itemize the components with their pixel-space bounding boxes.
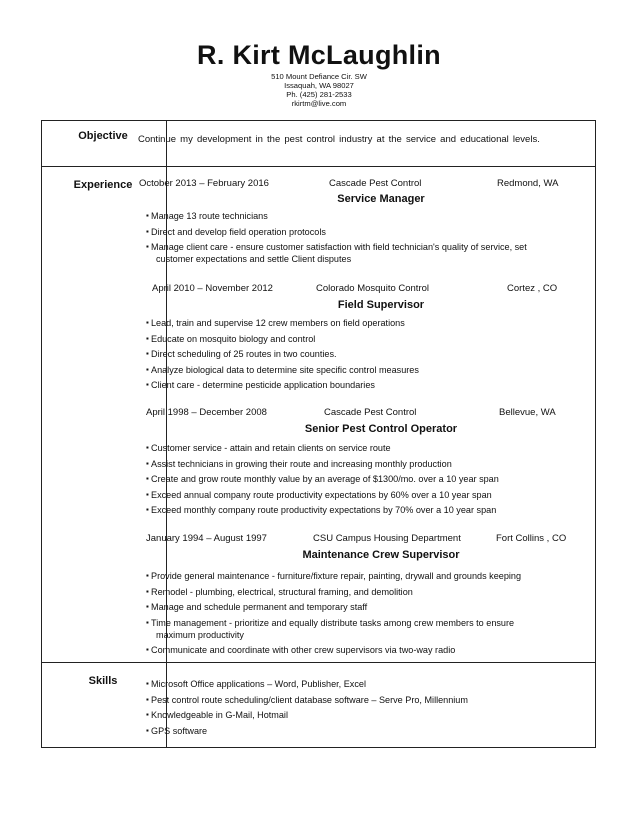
list-item: ▪ Lead, train and supervise 12 crew members on field operations	[146, 317, 576, 329]
list-item: ▪ Pest control route scheduling/client database software – Serve Pro, Millennium	[146, 694, 576, 706]
job-title: Field Supervisor	[337, 299, 425, 311]
job-company: Cascade Pest Control	[324, 407, 417, 418]
skills-label: Skills	[88, 675, 118, 687]
job-dates: April 2010 – November 2012	[152, 283, 273, 294]
job-bullets	[146, 570, 576, 660]
job-company: CSU Campus Housing Department	[313, 533, 461, 544]
list-item: ▪ Educate on mosquito biology and control	[146, 333, 576, 345]
contact-address: 510 Mount Defiance Cir. SW	[271, 72, 367, 81]
list-item-text: Manage client care - ensure customer satisfaction with field technician's quality of service, set	[151, 242, 527, 253]
contact-city: Issaquah, WA 98027	[284, 80, 354, 90]
list-item: ▪ Assist technicians in growing their route and increasing monthly production	[146, 458, 576, 470]
list-item: ▪ Manage 13 route technicians	[146, 210, 576, 222]
contact-phone: Ph. (425) 281-2533	[286, 89, 352, 99]
job-location: Fort Collins , CO	[496, 533, 567, 544]
objective-label: Objective	[78, 130, 128, 142]
job-dates: April 1998 – December 2008	[146, 407, 267, 418]
job-dates: January 1994 – August 1997	[146, 533, 267, 544]
list-item: ▪ Communicate and coordinate with other crew supervisors via two-way radio	[146, 644, 576, 656]
list-item: ▪ Remodel - plumbing, electrical, structural framing, and demolition	[146, 586, 576, 598]
list-item: ▪ Microsoft Office applications – Word, Publisher, Excel	[146, 678, 576, 690]
contact-email[interactable]: rkirtm@live.com	[291, 98, 347, 108]
job-title: Senior Pest Control Operator	[304, 423, 458, 435]
list-item: ▪ Provide general maintenance - furniture/fixture repair, painting, drywall and grounds keeping	[146, 570, 576, 582]
job-location: Redmond, WA	[497, 178, 559, 189]
job-dates: October 2013 – February 2016	[139, 178, 269, 189]
list-item: ▪ Exceed annual company route productivity expectations by 60% over a 10 year span	[146, 489, 576, 501]
job-company: Colorado Mosquito Control	[316, 283, 430, 294]
list-item: ▪ Direct and develop field operation protocols	[146, 226, 576, 238]
list-item: ▪ Knowledgeable in G-Mail, Hotmail	[146, 709, 576, 721]
job-location: Cortez , CO	[507, 283, 558, 294]
job-bullets	[146, 210, 576, 265]
resume-name: R. Kirt McLaughlin	[197, 40, 441, 70]
list-item: ▪ Customer service - attain and retain clients on service route	[146, 442, 576, 454]
list-item: ▪ Exceed monthly company route productivity expectations by 70% over a 10 year span	[146, 504, 576, 516]
row-divider-experience	[42, 662, 595, 663]
list-item	[146, 617, 576, 641]
job-title: Service Manager	[337, 193, 425, 205]
list-item: ▪ Manage and schedule permanent and temporary staff	[146, 601, 576, 613]
contact-block	[0, 73, 638, 109]
job-title: Maintenance Crew Supervisor	[302, 549, 460, 561]
job-bullets	[146, 317, 576, 395]
list-item: ▪ Direct scheduling of 25 routes in two counties.	[146, 348, 576, 360]
experience-label: Experience	[73, 179, 133, 191]
job-company: Cascade Pest Control	[329, 178, 422, 189]
list-item: ▪ GPS software	[146, 725, 576, 737]
job-bullets	[146, 442, 576, 520]
list-item: ▪ Analyze biological data to determine site specific control measures	[146, 364, 576, 376]
skills-list	[146, 678, 576, 740]
list-item: ▪ Create and grow route monthly value by an average of $1300/mo. over a 10 year span	[146, 473, 576, 485]
list-item-continuation: customer expectations and settle Client disputes	[156, 254, 352, 265]
list-item	[146, 241, 576, 265]
list-item-continuation: maximum productivity	[156, 629, 244, 640]
objective-text: Continue my development in the pest control industry at the service and educational levels.	[138, 134, 540, 145]
list-item-text: Time management - prioritize and equally distribute tasks among crew members to ensure	[151, 617, 515, 628]
list-item: ▪ Client care - determine pesticide application boundaries	[146, 379, 576, 391]
job-location: Bellevue, WA	[499, 407, 556, 418]
row-divider-objective	[42, 166, 595, 167]
